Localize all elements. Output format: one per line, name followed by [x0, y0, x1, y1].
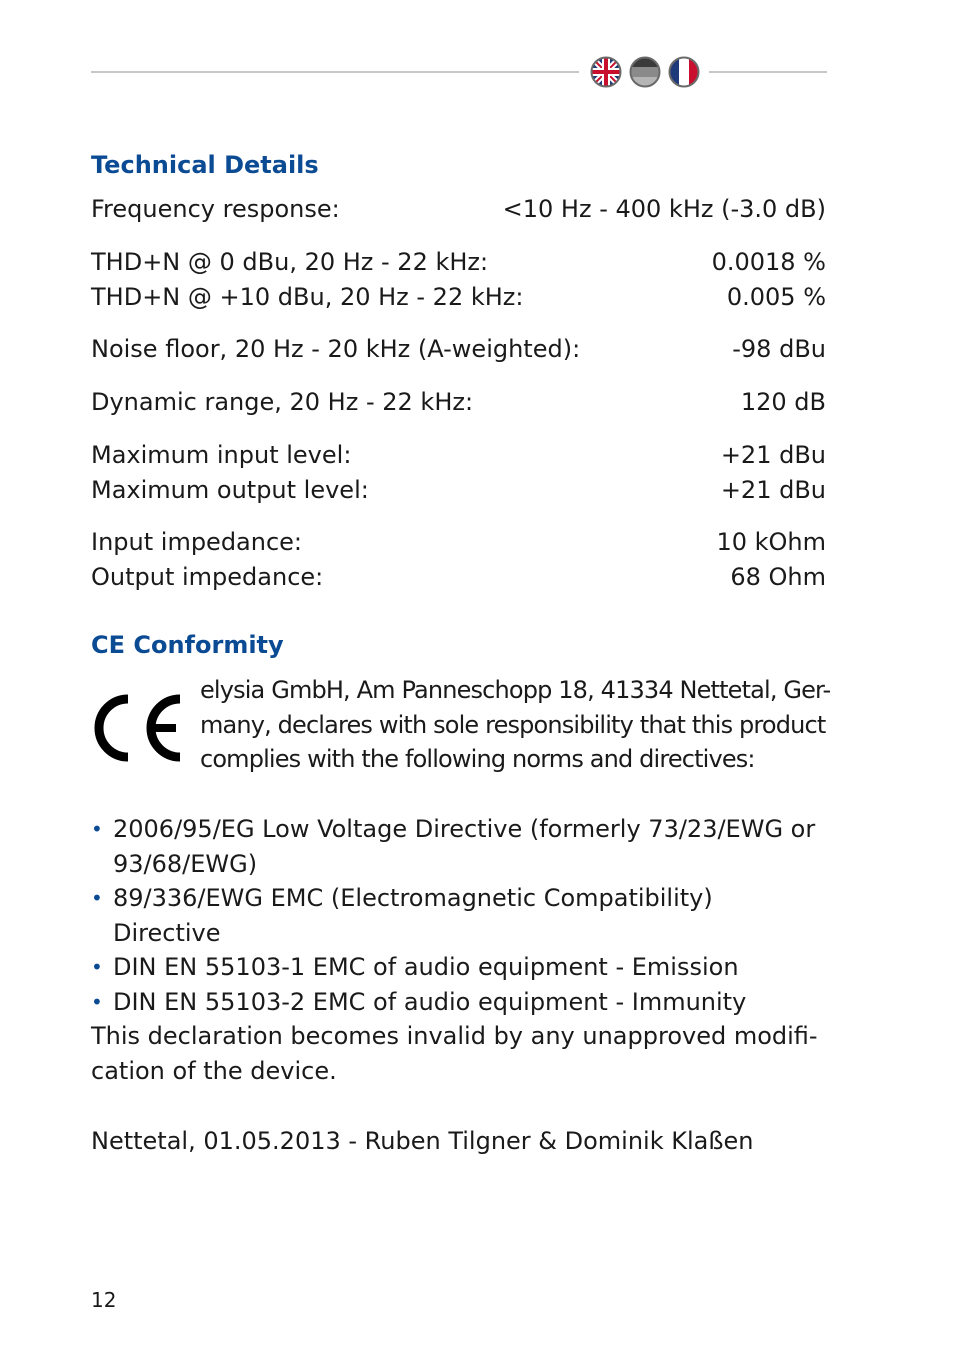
fr-flag-icon[interactable]	[668, 56, 700, 88]
ce-declaration-line: many, declares with sole responsibility that this product	[200, 710, 826, 739]
list-item	[91, 812, 826, 881]
spec-value: 0.005 %	[726, 283, 826, 311]
invalidation-note-line: cation of the device.	[91, 1057, 337, 1085]
spec-label: Maximum input level:	[91, 441, 352, 469]
spec-label: Output impedance:	[91, 563, 324, 591]
spec-label: THD+N @ 0 dBu, 20 Hz - 22 kHz:	[91, 248, 489, 276]
list-item	[91, 950, 826, 985]
spec-row-noise-floor	[91, 335, 826, 365]
uk-flag-icon[interactable]	[590, 56, 622, 88]
spec-value: -98 dBu	[732, 335, 826, 363]
ce-declaration-text	[200, 673, 840, 777]
spec-row-input-impedance	[91, 528, 826, 558]
bullet-icon: •	[91, 886, 103, 910]
page-number: 12	[91, 1288, 117, 1312]
directive-text: DIN EN 55103-1 EMC of audio equipment - Emission	[113, 953, 739, 981]
spec-row-thd-0dbu	[91, 248, 826, 278]
spec-label: Dynamic range, 20 Hz - 22 kHz:	[91, 388, 474, 416]
spec-row-output-impedance	[91, 563, 826, 593]
spec-label: THD+N @ +10 dBu, 20 Hz - 22 kHz:	[91, 283, 524, 311]
de-flag-icon[interactable]	[629, 56, 661, 88]
bullet-icon: •	[91, 955, 103, 979]
ce-declaration-line: elysia GmbH, Am Panneschopp 18, 41334 Nettetal, Ger-	[200, 676, 831, 704]
spec-value: +21 dBu	[720, 441, 826, 469]
spec-value: 10 kOhm	[716, 528, 826, 556]
spec-value: 0.0018 %	[711, 248, 826, 276]
ce-conformity-heading: CE Conformity	[91, 631, 284, 659]
invalidation-note	[91, 1019, 826, 1089]
header-rule-left	[91, 71, 579, 73]
spec-row-dynamic-range	[91, 388, 826, 418]
spec-row-thd-10dbu	[91, 283, 826, 313]
invalidation-note-line: This declaration becomes invalid by any unapproved modifi-	[91, 1022, 818, 1050]
spec-value: 68 Ohm	[730, 563, 826, 591]
technical-details-heading: Technical Details	[91, 151, 319, 179]
header-rule-right	[709, 71, 827, 73]
ce-mark-logo	[88, 693, 186, 763]
spec-row-max-output-level	[91, 476, 826, 506]
language-switcher	[590, 56, 702, 90]
spec-value: +21 dBu	[720, 476, 826, 504]
bullet-icon: •	[91, 989, 103, 1014]
spec-row-max-input-level	[91, 441, 826, 471]
list-item	[91, 881, 826, 950]
spec-label: Maximum output level:	[91, 476, 369, 504]
ce-declaration-line: complies with the following norms and directives:	[200, 745, 755, 773]
list-item	[91, 985, 826, 1020]
directive-text: 2006/95/EG Low Voltage Directive (formerly 73/23/EWG or	[113, 815, 816, 843]
bullet-icon: •	[91, 817, 103, 841]
spec-label: Input impedance:	[91, 528, 303, 556]
spec-value: <10 Hz - 400 kHz (-3.0 dB)	[502, 195, 826, 223]
signature-line: Nettetal, 01.05.2013 - Ruben Tilgner & Dominik Klaßen	[91, 1127, 754, 1155]
spec-value: 120 dB	[740, 388, 826, 416]
spec-label: Noise floor, 20 Hz - 20 kHz (A-weighted):	[91, 335, 581, 363]
directive-text: 89/336/EWG EMC (Electromagnetic Compatibility) Directive	[113, 884, 713, 947]
directive-text-continued: 93/68/EWG)	[113, 849, 258, 878]
directive-text: DIN EN 55103-2 EMC of audio equipment - Immunity	[113, 987, 747, 1016]
directives-list	[91, 812, 826, 1019]
spec-row-frequency-response	[91, 195, 826, 225]
spec-label: Frequency response:	[91, 195, 340, 223]
